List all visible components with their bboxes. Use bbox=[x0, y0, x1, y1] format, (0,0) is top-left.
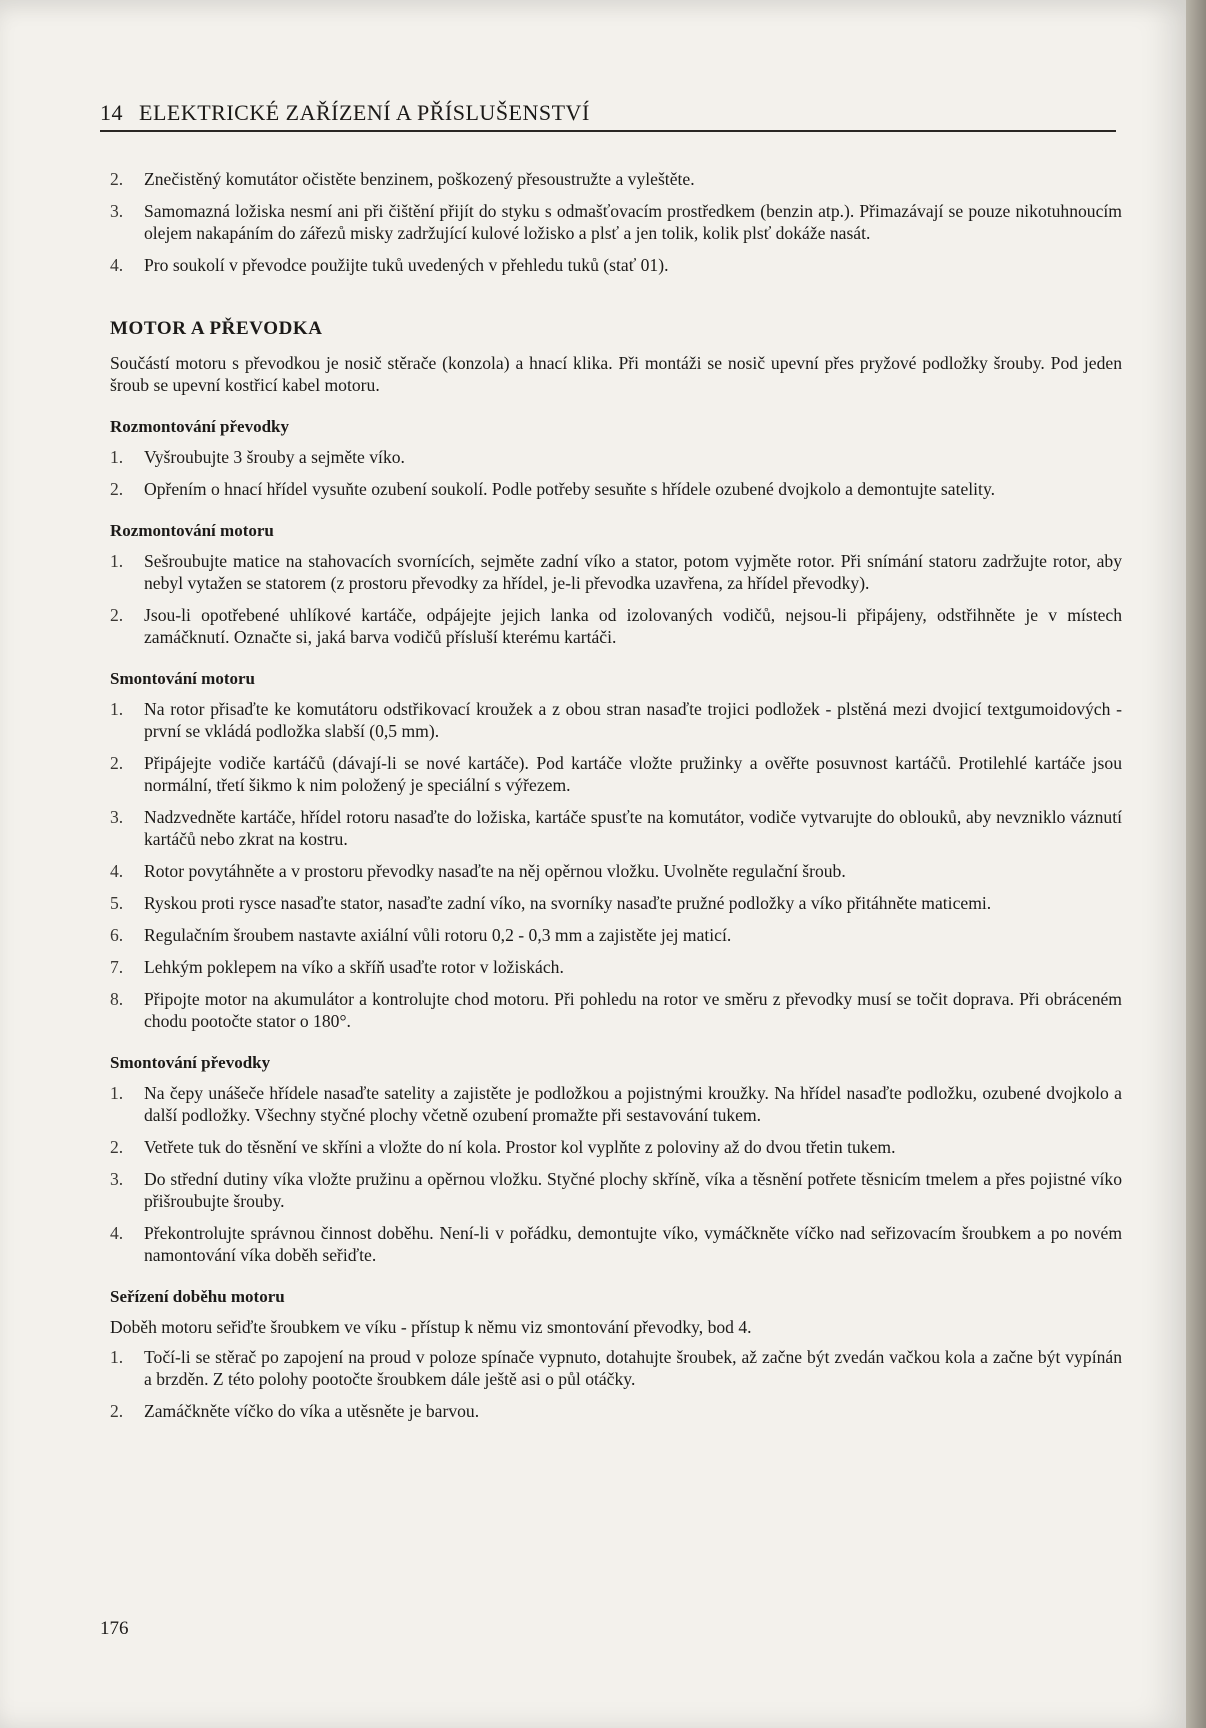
list-item: 4. Překontrolujte správnou činnost doběhu. Není-li v pořádku, demontujte víko, vymáčkněte víčko nad seřizovacím šroubkem a po novém namontování víka doběh seřiďte. bbox=[110, 1223, 1122, 1265]
intro-list bbox=[110, 168, 1122, 276]
subsection-title-serizeni-dobehu: Seřízení doběhu motoru bbox=[110, 1287, 285, 1306]
list-item: 2. Vetřete tuk do těsnění ve skříni a vložte do ní kola. Prostor kol vyplňte z poloviny až do dvou třetin tukem. bbox=[110, 1137, 896, 1157]
list-item: 6. Regulačním šroubem nastavte axiální vůli rotoru 0,2 - 0,3 mm a zajistěte jej maticí. bbox=[110, 925, 732, 945]
smontovani-prevodky-list bbox=[110, 1082, 1122, 1266]
smontovani-motoru-list bbox=[110, 698, 1122, 1032]
subsection-title-rozmontovani-motoru: Rozmontování motoru bbox=[110, 521, 274, 540]
list-item: 3. Do střední dutiny víka vložte pružinu a opěrnou vložku. Styčné plochy skříně, víka a těsnění potřete těsnicím tmelem a přes pojistné víko přišroubujte šrouby. bbox=[110, 1169, 1122, 1211]
list-item: 2. Jsou-li opotřebené uhlíkové kartáče, odpájejte jejich lanka od izolovaných vodičů, nejsou-li připájeny, odstřihněte je v místech zamáčknutí. Označte si, jaká barva vodičů přísluší kterému kartáči. bbox=[110, 605, 1122, 647]
list-item: 1. Na čepy unášeče hřídele nasaďte satelity a zajistěte je podložkou a pojistnými kroužky. Na hřídel nasaďte podložku, ozubené dvojkolo a další podložky. Všechny styčné plochy včetně ozubení promažte při sestavování tukem. bbox=[110, 1083, 1122, 1125]
running-header bbox=[100, 100, 1116, 132]
list-item: 2. Připájejte vodiče kartáčů (dávají-li se nové kartáče). Pod kartáče vložte pružinky a ověřte posuvnost kartáčů. Protilehlé kartáče jsou normální, třetí šikmo k nim položený je speciální s výřezem. bbox=[110, 753, 1122, 795]
serizeni-dobehu-list bbox=[110, 1346, 1122, 1422]
header-title: ELEKTRICKÉ ZAŘÍZENÍ A PŘÍSLUŠENSTVÍ bbox=[139, 100, 590, 125]
list-item: 2. Znečistěný komutátor očistěte benzinem, poškozený přesoustružte a vyleštěte. bbox=[110, 169, 695, 189]
header-page-number: 14 bbox=[100, 100, 123, 125]
list-item: 7. Lehkým poklepem na víko a skříň usaďte rotor v ložiskách. bbox=[110, 957, 564, 977]
list-item: 4. Rotor povytáhněte a v prostoru převodky nasaďte na něj opěrnou vložku. Uvolněte regulační šroub. bbox=[110, 861, 846, 881]
list-item: 3. Samomazná ložiska nesmí ani při čištění přijít do styku s odmašťovacím prostředkem (benzin atp.). Přimazávají se pouze nikotuhnoucím olejem nakapáním do zářezů misky zadržující kulové ložisko a plsť a jen tolik, kolik plsť dokáže nasát. bbox=[110, 201, 1122, 243]
list-item: 3. Nadzvedněte kartáče, hřídel rotoru nasaďte do ložiska, kartáče spusťte na komutátor, vodiče vytvarujte do oblouků, aby nevzniklo váznutí kartáčů nebo zkrat na kostru. bbox=[110, 807, 1122, 849]
list-item: 1. Sešroubujte matice na stahovacích svornících, sejměte zadní víko a stator, potom vyjměte rotor. Při snímání statoru zadržujte rotor, aby nebyl vytažen se statorem (z prostoru převodky za hřídel, je-li převodka uzavřena, za hřídel převodky). bbox=[110, 551, 1122, 593]
serizeni-dobehu-intro: Doběh motoru seřiďte šroubkem ve víku - přístup k němu viz smontování převodky, bod 4. bbox=[110, 1317, 752, 1337]
list-item: 5. Ryskou proti rysce nasaďte stator, nasaďte zadní víko, na svorníky nasaďte pružné podložky a víko přitáhněte maticemi. bbox=[110, 893, 992, 913]
list-item: 1. Točí-li se stěrač po zapojení na proud v poloze spínače vypnuto, dotahujte šroubek, až začne být zvedán vačkou kola a začne být vypínán a brzděn. Z této polohy pootočte šroubkem dále ještě asi o půl otáčky. bbox=[110, 1347, 1122, 1389]
page-edge bbox=[1186, 0, 1206, 1728]
list-item: 8. Připojte motor na akumulátor a kontrolujte chod motoru. Při pohledu na rotor ve směru z převodky musí se točit doprava. Při obráceném chodu pootočte stator o 180°. bbox=[110, 989, 1122, 1031]
page-content bbox=[110, 168, 1122, 1432]
section-intro: Součástí motoru s převodkou je nosič stěrače (konzola) a hnací klika. Při montáži se nosič upevní přes pryžové podložky šrouby. Pod jeden šroub se upevní kostřicí kabel motoru. bbox=[110, 353, 1122, 395]
subsection-title-rozmontovani-prevodky: Rozmontování převodky bbox=[110, 417, 289, 436]
subsection-title-smontovani-motoru: Smontování motoru bbox=[110, 669, 255, 688]
list-item: 2. Zamáčkněte víčko do víka a utěsněte je barvou. bbox=[110, 1401, 480, 1421]
list-item: 1. Na rotor přisaďte ke komutátoru odstřikovací kroužek a z obou stran nasaďte trojici podložek - plstěná mezi dvojicí textgumoidových - první se vkládá podložka slabší (0,5 mm). bbox=[110, 699, 1122, 741]
list-item: 1. Vyšroubujte 3 šrouby a sejměte víko. bbox=[110, 447, 405, 467]
list-item: 2. Opřením o hnací hřídel vysuňte ozubení soukolí. Podle potřeby sesuňte s hřídele ozubené dvojkolo a demontujte satelity. bbox=[110, 479, 995, 499]
subsection-title-smontovani-prevodky: Smontování převodky bbox=[110, 1053, 271, 1072]
section-title: MOTOR A PŘEVODKA bbox=[110, 318, 323, 339]
rozmontovani-prevodky-list bbox=[110, 446, 1122, 500]
rozmontovani-motoru-list bbox=[110, 550, 1122, 648]
list-item: 4. Pro soukolí v převodce použijte tuků uvedených v přehledu tuků (stať 01). bbox=[110, 255, 669, 275]
footer-page-number: 176 bbox=[100, 1618, 129, 1639]
